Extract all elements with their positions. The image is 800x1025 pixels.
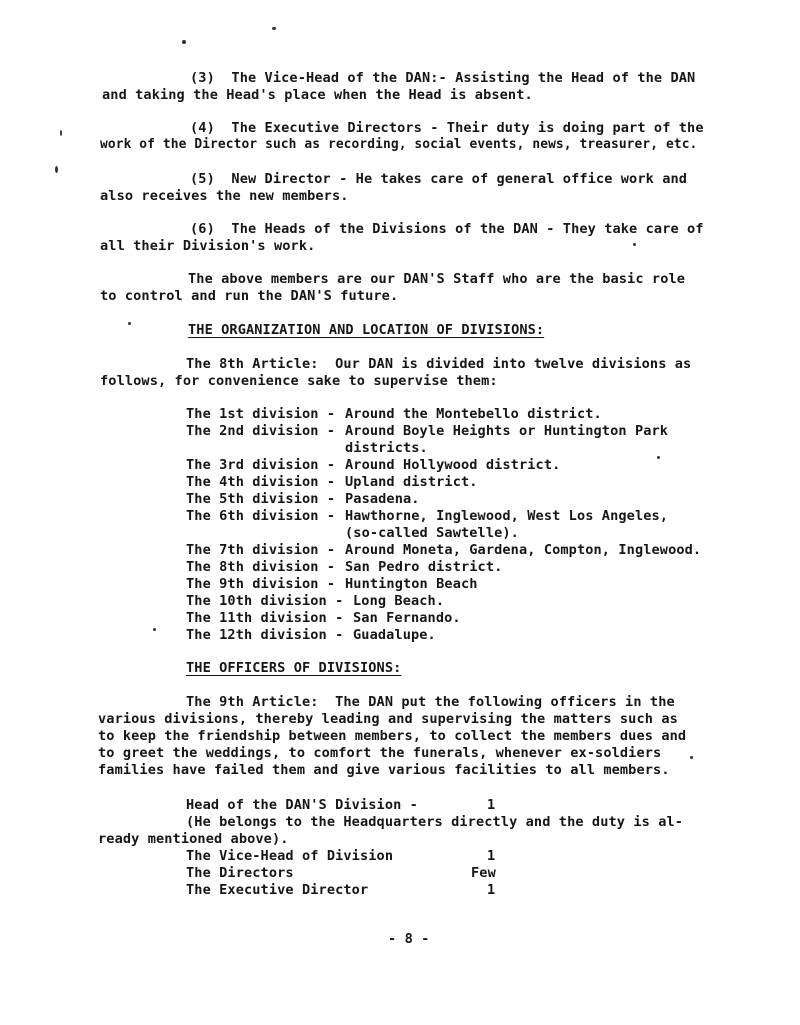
article-9-line1: The 9th Article: The DAN put the following officers in the <box>186 694 675 710</box>
division-area: (so-called Sawtelle). <box>345 525 519 541</box>
division-area: Around Boyle Heights or Huntington Park <box>345 423 669 439</box>
division-name: The 10th division - <box>186 593 344 609</box>
scan-speck <box>60 130 62 136</box>
officer-label: The Executive Director <box>186 882 369 898</box>
division-area: San Fernando. <box>353 610 461 626</box>
page-number: - 8 - <box>388 931 430 947</box>
division-name: The 3rd division - <box>186 457 336 473</box>
division-name: The 2nd division - <box>186 423 336 439</box>
scan-speck <box>633 243 636 246</box>
officer-count: 1 <box>487 848 496 864</box>
division-name: The 5th division - <box>186 491 336 507</box>
scan-speck <box>690 756 693 759</box>
article-9-line4: to greet the weddings, to comfort the funerals, whenever ex-soldiers <box>98 745 662 761</box>
scan-speck <box>182 40 186 44</box>
scan-speck <box>128 322 131 325</box>
officer-label: Head of the DAN'S Division - <box>186 797 418 813</box>
division-area: Pasadena. <box>345 491 420 507</box>
para-exec-directors-line1: (4) The Executive Directors - Their duty is doing part of the <box>190 120 704 136</box>
officer-count: 1 <box>487 882 496 898</box>
division-area: Upland district. <box>345 474 478 490</box>
article-9-line2: various divisions, thereby leading and supervising the matters such as <box>98 711 678 727</box>
article-8-line2: follows, for convenience sake to supervise them: <box>100 373 498 389</box>
scan-speck <box>657 456 660 459</box>
heading-organization-divisions: THE ORGANIZATION AND LOCATION OF DIVISIONS: <box>188 322 545 338</box>
para-division-heads-line1: (6) The Heads of the Divisions of the DAN - They take care of <box>190 221 704 237</box>
division-name: The 8th division - <box>186 559 336 575</box>
article-9-line3: to keep the friendship between members, to collect the members dues and <box>98 728 687 744</box>
division-name: The 12th division - <box>186 627 344 643</box>
para-new-director-line2: also receives the new members. <box>100 188 349 204</box>
division-name: The 11th division - <box>186 610 344 626</box>
division-area: Around the Montebello district. <box>345 406 602 422</box>
division-area: Huntington Beach <box>345 576 478 592</box>
scan-speck <box>153 628 156 631</box>
para-division-heads-line2: all their Division's work. <box>100 238 316 254</box>
para-new-director-line1: (5) New Director - He takes care of general office work and <box>190 171 688 187</box>
scan-speck <box>272 27 276 30</box>
officer-label: The Vice-Head of Division <box>186 848 394 864</box>
division-area: Long Beach. <box>353 593 445 609</box>
officer-note: ready mentioned above). <box>98 831 289 847</box>
division-name: The 4th division - <box>186 474 336 490</box>
division-area: San Pedro district. <box>345 559 503 575</box>
para-vice-head-line1: (3) The Vice-Head of the DAN:- Assisting the Head of the DAN <box>190 70 696 86</box>
division-area: districts. <box>345 440 428 456</box>
article-9-line5: families have failed them and give various facilities to all members. <box>98 762 670 778</box>
heading-officers-divisions: THE OFFICERS OF DIVISIONS: <box>186 660 402 676</box>
division-area: Guadalupe. <box>353 627 436 643</box>
para-exec-directors-line2: work of the Director such as recording, social events, news, treasurer, etc. <box>100 137 698 152</box>
para-staff-line1: The above members are our DAN'S Staff who are the basic role <box>188 271 686 287</box>
scan-speck <box>55 166 58 173</box>
division-name: The 7th division - <box>186 542 336 558</box>
officer-count: 1 <box>487 797 496 813</box>
officer-note: (He belongs to the Headquarters directly and the duty is al- <box>186 814 684 830</box>
division-name: The 6th division - <box>186 508 336 524</box>
division-area: Around Hollywood district. <box>345 457 561 473</box>
officer-label: The Directors <box>186 865 294 881</box>
division-area: Around Moneta, Gardena, Compton, Inglewood. <box>345 542 702 558</box>
division-area: Hawthorne, Inglewood, West Los Angeles, <box>345 508 669 524</box>
division-name: The 9th division - <box>186 576 336 592</box>
division-name: The 1st division - <box>186 406 336 422</box>
para-staff-line2: to control and run the DAN'S future. <box>100 288 399 304</box>
officer-count: Few <box>471 865 496 881</box>
para-vice-head-line2: and taking the Head's place when the Head is absent. <box>102 87 533 103</box>
article-8-line1: The 8th Article: Our DAN is divided into twelve divisions as <box>186 356 692 372</box>
